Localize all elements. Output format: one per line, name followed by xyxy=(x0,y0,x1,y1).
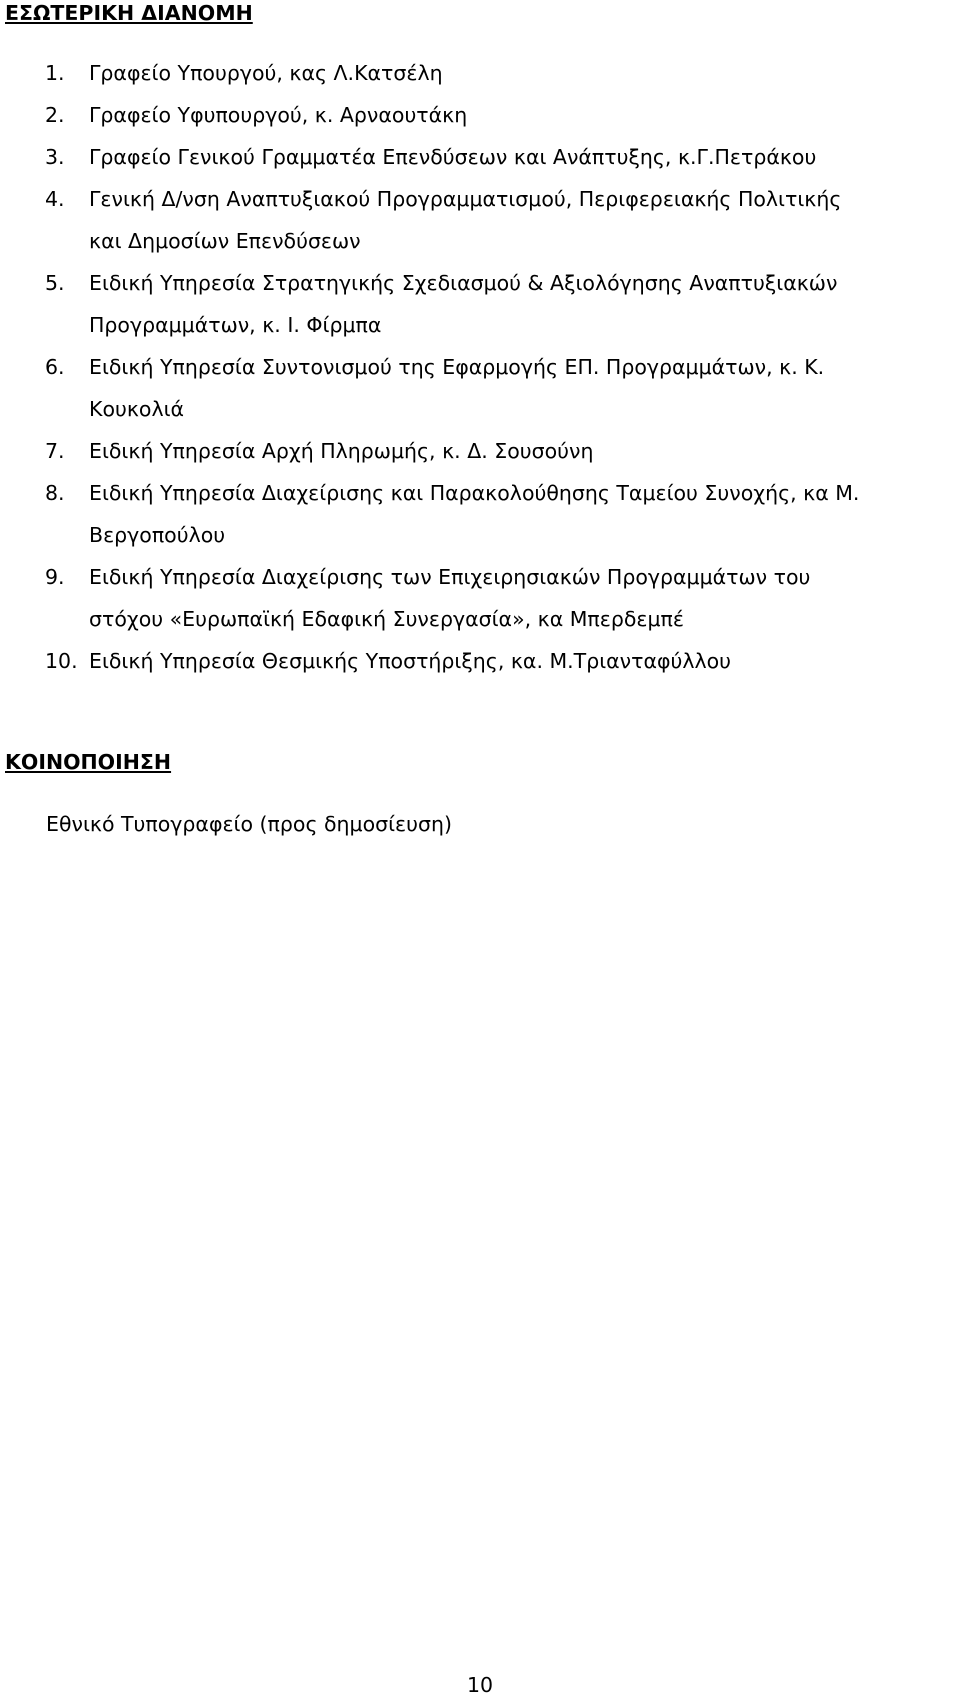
list-item-text: Γραφείο Υπουργού, κας Λ.Κατσέλη xyxy=(89,61,443,85)
list-item xyxy=(0,556,950,640)
list-item xyxy=(0,472,950,556)
list-item-number: 4. xyxy=(45,187,65,211)
list-item-text: Βεργοπούλου xyxy=(89,523,226,547)
page-number: 10 xyxy=(466,1673,494,1697)
list-item-text: Προγραμμάτων, κ. Ι. Φίρμπα xyxy=(89,313,382,337)
list-item xyxy=(0,136,950,178)
list-item-text: Ειδική Υπηρεσία Διαχείρισης και Παρακολούθησης Ταμείου Συνοχής, κα Μ. xyxy=(89,481,860,505)
list-item xyxy=(0,94,950,136)
list-item xyxy=(0,430,950,472)
list-item-number: 8. xyxy=(45,481,65,505)
list-item-number: 10. xyxy=(45,649,78,673)
list-item-number: 2. xyxy=(45,103,65,127)
list-item-number: 9. xyxy=(45,565,65,589)
list-item xyxy=(0,52,950,94)
notification-heading: ΚΟΙΝΟΠΟΙΗΣΗ xyxy=(5,750,172,774)
list-item-text: Ειδική Υπηρεσία Αρχή Πληρωμής, κ. Δ. Σουσούνη xyxy=(89,439,594,463)
list-item-number: 1. xyxy=(45,61,65,85)
internal-distribution-list xyxy=(0,52,950,682)
list-item-text: Ειδική Υπηρεσία Συντονισμού της Εφαρμογής ΕΠ. Προγραμμάτων, κ. Κ. xyxy=(89,355,825,379)
notification-recipient: Εθνικό Τυπογραφείο (προς δημοσίευση) xyxy=(46,812,452,836)
list-item-number: 5. xyxy=(45,271,65,295)
list-item-text: Ειδική Υπηρεσία Διαχείρισης των Επιχειρησιακών Προγραμμάτων του xyxy=(89,565,811,589)
list-item-text: Ειδική Υπηρεσία Θεσμικής Υποστήριξης, κα. Μ.Τριανταφύλλου xyxy=(89,649,732,673)
list-item-number: 3. xyxy=(45,145,65,169)
list-item xyxy=(0,640,950,682)
list-item-text: στόχου «Ευρωπαϊκή Εδαφική Συνεργασία», κα Μπερδεμπέ xyxy=(89,607,684,631)
list-item xyxy=(0,178,950,262)
list-item-text: Γραφείο Γενικού Γραμματέα Επενδύσεων και Ανάπτυξης, κ.Γ.Πετράκου xyxy=(89,145,817,169)
list-item-text: και Δημοσίων Επενδύσεων xyxy=(89,229,361,253)
list-item-text: Γενική Δ/νση Αναπτυξιακού Προγραμματισμού, Περιφερειακής Πολιτικής xyxy=(89,187,842,211)
list-item-number: 7. xyxy=(45,439,65,463)
list-item-text: Κουκολιά xyxy=(89,397,185,421)
list-item-text: Ειδική Υπηρεσία Στρατηγικής Σχεδιασμού & Αξιολόγησης Αναπτυξιακών xyxy=(89,271,838,295)
internal-distribution-heading: ΕΣΩΤΕΡΙΚΗ ΔΙΑΝΟΜΗ xyxy=(5,1,253,25)
list-item xyxy=(0,346,950,430)
list-item xyxy=(0,262,950,346)
list-item-text: Γραφείο Υφυπουργού, κ. Αρναουτάκη xyxy=(89,103,468,127)
list-item-number: 6. xyxy=(45,355,65,379)
